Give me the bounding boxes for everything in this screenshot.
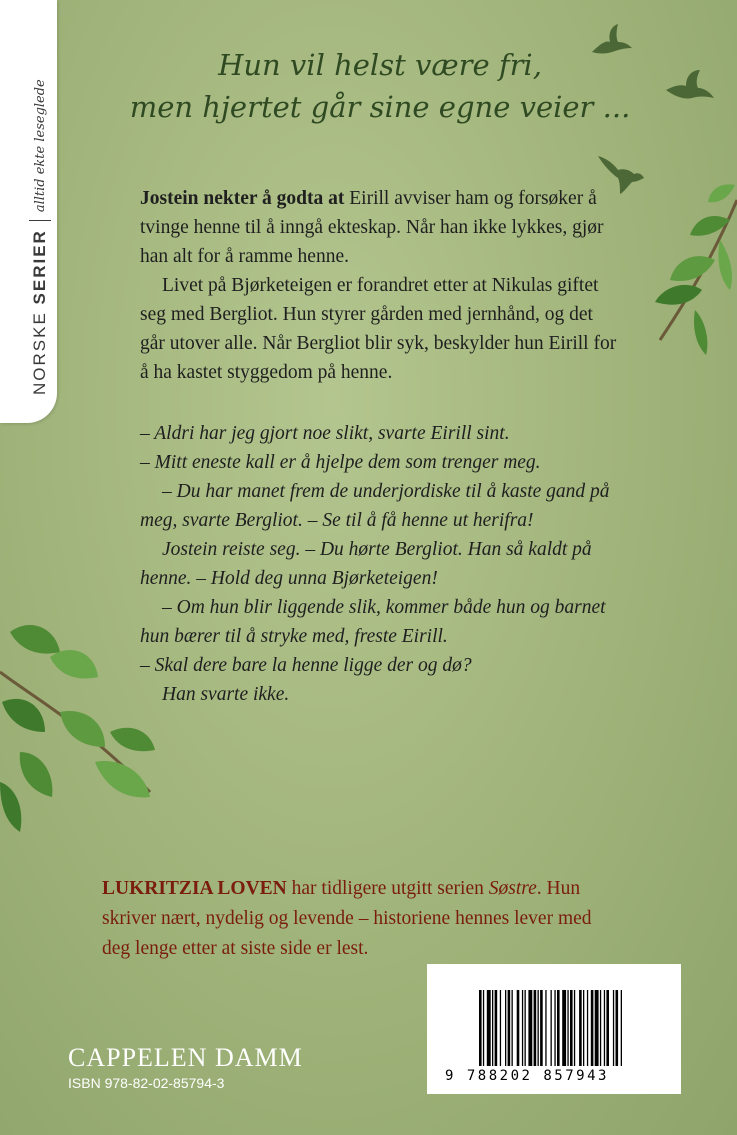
barcode-bar [554,990,555,1066]
dialogue-line: – Skal dere bare la henne ligge der og dø? [140,655,472,676]
leaf-branch-left [0,612,160,862]
tagline-line-1: Hun vil helst være fri, [218,48,542,82]
barcode-bar [483,990,484,1066]
barcode-bar [538,990,539,1066]
barcode-bar [545,990,546,1066]
barcode-bar [534,990,537,1066]
author-series: Søstre [488,878,537,899]
barcode-bar [512,990,513,1066]
barcode [427,964,681,1094]
publisher-logo: CAPPELEN DAMM [68,1043,303,1072]
barcode-bar [574,990,575,1066]
barcode-bar [505,990,506,1066]
barcode-bar [528,990,532,1066]
bird-icon [588,22,634,62]
cover-tagline [120,44,640,128]
author-bio [102,874,622,964]
barcode-bar [495,990,498,1066]
barcode-bar [595,990,599,1066]
barcode-bar [500,990,501,1066]
barcode-bar [600,990,601,1066]
blurb-lead: Jostein nekter å godta at [140,188,345,209]
barcode-bar [604,990,605,1066]
barcode-bar [492,990,493,1066]
barcode-bar [579,990,582,1066]
barcode-bars [427,964,681,1068]
barcode-bar [517,990,520,1066]
barcode-bar [567,990,568,1066]
barcode-bar [479,990,482,1066]
series-tagline: alltid ekte leseglede [32,79,48,213]
blurb-paragraph-2: Livet på Bjørketeigen er forandret etter at Nikulas giftet seg med Bergliot. Hun styrer gården med jernhånd, og det går utover alle. Når Bergliot blir syk, beskylder hun Eirill for å ha kastet styggedom på henne. [140,275,617,383]
barcode-bar [557,990,560,1066]
series-label [28,5,52,395]
barcode-bar [583,990,584,1066]
barcode-bar [606,990,609,1066]
barcode-bar [540,990,543,1066]
barcode-bar [487,990,491,1066]
barcode-bar [551,990,552,1066]
dialogue-line: – Du har manet frem de underjordiske til å kaste gand på meg, svarte Bergliot. – Se til å få henne ut herifra! [140,481,610,531]
barcode-digits: 9 788202 857943 [445,1068,609,1084]
series-separator [29,220,51,221]
barcode-bar [508,990,511,1066]
barcode-bar [616,990,619,1066]
blurb-paragraph-1 [140,184,620,271]
bird-icon [664,68,716,108]
leaf-branch-right [640,180,737,360]
blurb-p1-rest: Eirill avviser ham og forsøker å tvinge henne til å inngå ekteskap. Når han ikke lykkes, gjør han alt for å ramme henne. [140,188,604,267]
author-text-2: . Hun skriver nært, nydelig og levende – historiene hennes lever med deg lenge etter at siste side er lest. [102,878,592,959]
tagline-line-2: men hjertet går sine egne veier ... [129,90,631,124]
barcode-bar [522,990,523,1066]
isbn-text: ISBN 978-82-02-85794-3 [68,1075,225,1091]
barcode-bar [570,990,573,1066]
dialogue-line: Jostein reiste seg. – Du hørte Bergliot. Han så kaldt på henne. – Hold deg unna Bjørketeigen! [140,539,592,589]
series-brand-bold: SERIER [30,229,49,305]
barcode-bar [587,990,588,1066]
series-brand-light: NORSKE [30,311,49,395]
blurb-gap [140,387,620,419]
dialogue-line: – Mitt eneste kall er å hjelpe dem som trenger meg. [140,452,541,473]
series-brand [30,229,50,395]
dialogue-line: – Aldri har jeg gjort noe slikt, svarte Eirill sint. [140,423,510,444]
author-name: LUKRITZIA LOVEN [102,878,287,899]
author-text-1: har tidligere utgitt serien [286,878,489,899]
barcode-bar [621,990,622,1066]
barcode-bar [613,990,614,1066]
dialogue-line: – Om hun blir liggende slik, kommer både hun og barnet hun bærer til å stryke med, freste Eirill. [140,597,606,647]
barcode-bar [525,990,526,1066]
barcode-bar [591,990,594,1066]
barcode-bar [562,990,566,1066]
blurb [140,184,620,709]
dialogue-line: Han svarte ikke. [162,684,290,705]
